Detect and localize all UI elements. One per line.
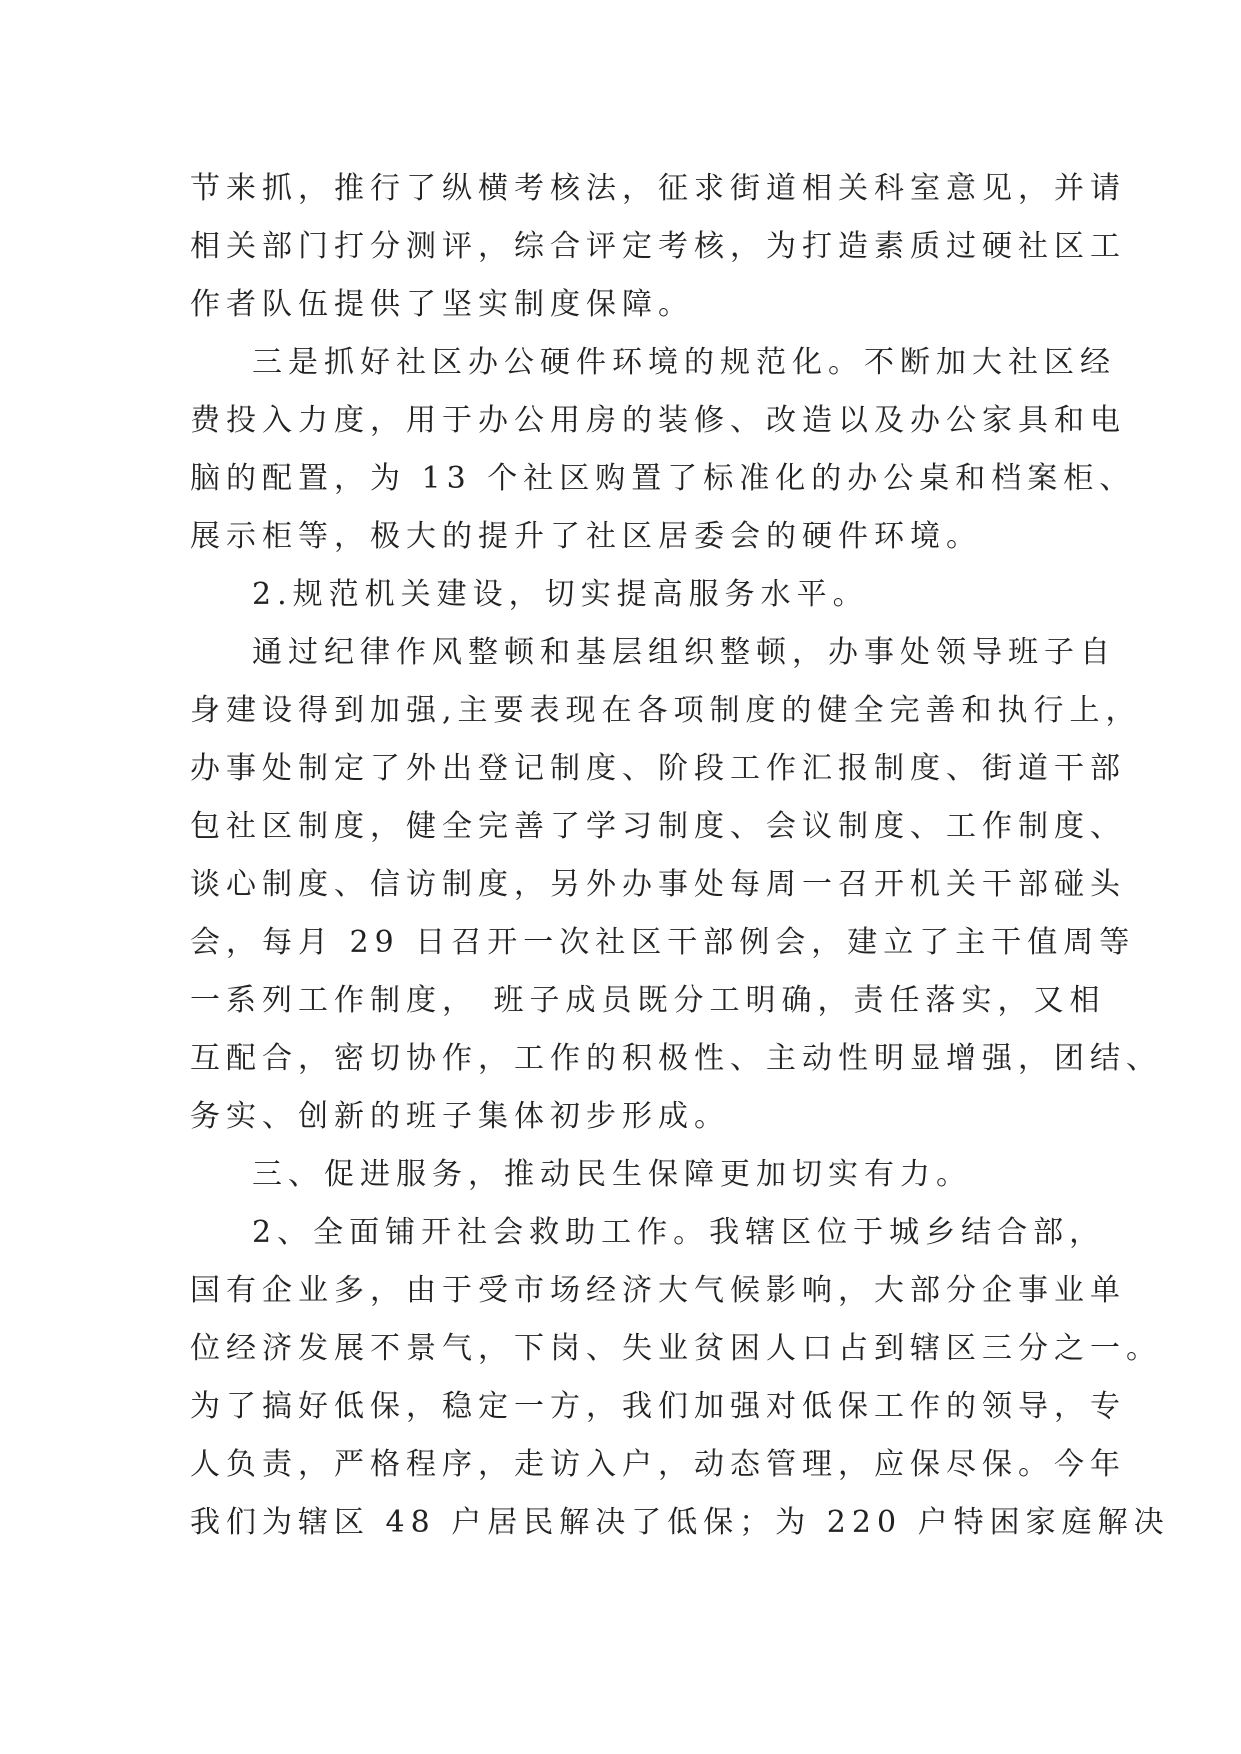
text-line: 费投入力度，用于办公用房的装修、改造以及办公家具和电 — [190, 403, 1126, 438]
text-line: 三是抓好社区办公硬件环境的规范化。不断加大社区经 — [252, 345, 1116, 380]
text-line: 国有企业多，由于受市场经济大气候影响，大部分企事业单 — [190, 1273, 1126, 1308]
text-line: 相关部门打分测评，综合评定考核，为打造素质过硬社区工 — [190, 229, 1126, 264]
text-line: 办事处制定了外出登记制度、阶段工作汇报制度、街道干部 — [190, 751, 1126, 786]
text-line: 位经济发展不景气，下岗、失业贫困人口占到辖区三分之一。 — [190, 1331, 1162, 1366]
text-line: 2、全面铺开社会救助工作。我辖区位于城乡结合部， — [252, 1215, 1106, 1250]
text-line: 我们为辖区 48 户居民解决了低保；为 220 户特困家庭解决 — [190, 1505, 1170, 1540]
text-line: 为了搞好低保，稳定一方，我们加强对低保工作的领导，专 — [190, 1389, 1126, 1424]
text-line: 节来抓，推行了纵横考核法，征求街道相关科室意见，并请 — [190, 171, 1126, 206]
text-line: 会，每月 29 日召开一次社区干部例会，建立了主干值周等 — [190, 925, 1136, 960]
text-line: 人负责，严格程序，走访入户，动态管理，应保尽保。今年 — [190, 1447, 1126, 1482]
text-line: 作者队伍提供了坚实制度保障。 — [190, 287, 694, 322]
text-line: 包社区制度，健全完善了学习制度、会议制度、工作制度、 — [190, 809, 1126, 844]
document-body — [190, 160, 1170, 1552]
text-line: 通过纪律作风整顿和基层组织整顿，办事处领导班子自 — [252, 635, 1116, 670]
text-line: 三、促进服务，推动民生保障更加切实有力。 — [252, 1157, 972, 1192]
text-line: 务实、创新的班子集体初步形成。 — [190, 1099, 730, 1134]
text-line: 身建设得到加强,主要表现在各项制度的健全完善和执行上， — [190, 693, 1142, 728]
text-line: 一系列工作制度， 班子成员既分工明确，责任落实，又相 — [190, 983, 1106, 1018]
text-line: 谈心制度、信访制度，另外办事处每周一召开机关干部碰头 — [190, 867, 1126, 902]
text-line: 互配合，密切协作，工作的积极性、主动性明显增强，团结、 — [190, 1041, 1162, 1076]
text-line: 展示柜等，极大的提升了社区居委会的硬件环境。 — [190, 519, 982, 554]
text-line: 脑的配置，为 13 个社区购置了标准化的办公桌和档案柜、 — [190, 461, 1136, 496]
text-line: 2.规范机关建设，切实提高服务水平。 — [252, 577, 869, 612]
